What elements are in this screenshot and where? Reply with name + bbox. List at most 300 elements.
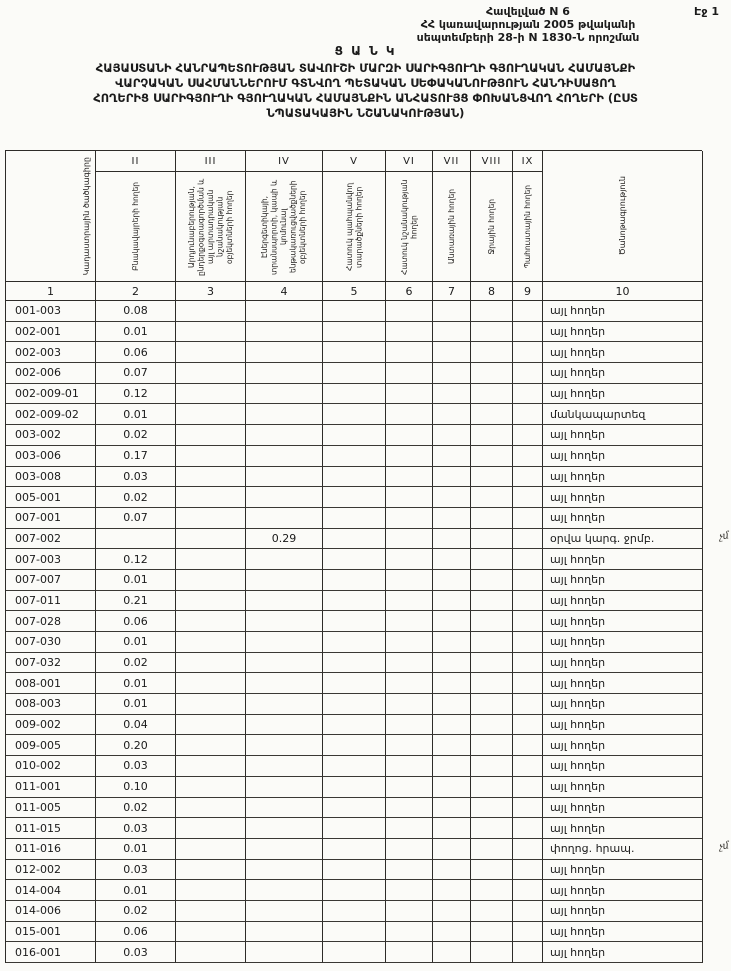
industrial-land-area-cell: [176, 798, 246, 819]
infrastructure-land-area-cell: [246, 549, 323, 570]
table-row: [6, 694, 702, 715]
water-land-area-cell: [471, 632, 513, 653]
column-number-6: 6: [386, 282, 433, 301]
special-purpose-land-area-cell: [386, 694, 433, 715]
column-numeral-ii: [96, 151, 176, 172]
settlement-land-area-cell: 0.08: [96, 301, 176, 322]
settlement-land-area-cell: 0.10: [96, 777, 176, 798]
table-row: [6, 839, 730, 860]
water-land-area-cell: [471, 425, 513, 446]
reserve-land-area-cell: [513, 735, 543, 756]
forest-land-area-cell: [433, 839, 471, 860]
special-purpose-land-area-cell: [386, 777, 433, 798]
table-row: [6, 611, 702, 632]
infrastructure-land-area-cell: [246, 880, 323, 901]
special-purpose-land-area-cell: [386, 425, 433, 446]
note-cell: [543, 860, 703, 881]
industrial-land-area-cell: [176, 446, 246, 467]
forest-land-area-cell: [433, 570, 471, 591]
table-row: [6, 384, 702, 405]
special-purpose-land-area-cell: [386, 880, 433, 901]
forest-land-area-cell: [433, 301, 471, 322]
industrial-land-area-cell: [176, 301, 246, 322]
column-header-industrial-lands: [176, 172, 246, 282]
special-purpose-land-area-cell: [386, 715, 433, 736]
note-text: այլ հողեր: [550, 552, 606, 566]
protected-land-area-cell: [323, 384, 386, 405]
infrastructure-land-area-cell: [246, 322, 323, 343]
table-row: [6, 901, 702, 922]
protected-land-area-cell: [323, 777, 386, 798]
water-land-area-cell: [471, 404, 513, 425]
industrial-land-area-cell: [176, 653, 246, 674]
industrial-land-area-cell: [176, 363, 246, 384]
note-text: այլ հողեր: [550, 904, 606, 918]
column-numeral-viii: [471, 151, 513, 172]
forest-land-area-cell: [433, 487, 471, 508]
cadastral-code-cell: 007-032: [6, 653, 96, 674]
column-label: Հատուկ նշանակության հողեր: [399, 178, 418, 275]
forest-land-area-cell: [433, 446, 471, 467]
infrastructure-land-area-cell: [246, 487, 323, 508]
note-text: օրվա կարգ. ջրմբ.: [550, 531, 655, 545]
note-cell: [543, 611, 703, 632]
industrial-land-area-cell: [176, 694, 246, 715]
reserve-land-area-cell: [513, 342, 543, 363]
protected-land-area-cell: [323, 487, 386, 508]
note-text: փողոց. հրապ.: [550, 842, 635, 856]
industrial-land-area-cell: [176, 756, 246, 777]
infrastructure-land-area-cell: [246, 384, 323, 405]
forest-land-area-cell: [433, 798, 471, 819]
subtitle-line-2: ՎԱՐՉԱԿԱՆ ՍԱՀՄԱՆՆԵՐՈՒՄ ԳՏՆՎՈՂ ՊԵՏԱԿԱՆ ՍԵՓԱԿԱՆՈՒԹՅՈՒՆ ՀԱՆԴԻՍԱՑՈՂ: [115, 76, 616, 90]
settlement-land-area-cell: 0.01: [96, 322, 176, 343]
infrastructure-land-area-cell: [246, 653, 323, 674]
industrial-land-area-cell: [176, 673, 246, 694]
infrastructure-land-area-cell: [246, 404, 323, 425]
reserve-land-area-cell: [513, 404, 543, 425]
infrastructure-land-area-cell: [246, 363, 323, 384]
reserve-land-area-cell: [513, 860, 543, 881]
protected-land-area-cell: [323, 922, 386, 943]
protected-land-area-cell: [323, 467, 386, 488]
protected-land-area-cell: [323, 425, 386, 446]
protected-land-area-cell: [323, 735, 386, 756]
reserve-land-area-cell: [513, 632, 543, 653]
special-purpose-land-area-cell: [386, 363, 433, 384]
column-header-special-purpose-lands: [386, 172, 433, 282]
settlement-land-area-cell: 0.03: [96, 756, 176, 777]
reserve-land-area-cell: [513, 694, 543, 715]
settlement-land-area-cell: 0.01: [96, 570, 176, 591]
table-row: [6, 860, 702, 881]
cadastral-code-cell: 009-002: [6, 715, 96, 736]
cadastral-code-cell: 007-007: [6, 570, 96, 591]
cadastral-code-cell: 005-001: [6, 487, 96, 508]
table-row: [6, 529, 730, 550]
special-purpose-land-area-cell: [386, 322, 433, 343]
protected-land-area-cell: [323, 632, 386, 653]
note-cell: [543, 384, 703, 405]
special-purpose-land-area-cell: [386, 342, 433, 363]
water-land-area-cell: [471, 467, 513, 488]
special-purpose-land-area-cell: [386, 549, 433, 570]
settlement-land-area-cell: 0.04: [96, 715, 176, 736]
table-row: [6, 508, 702, 529]
special-purpose-land-area-cell: [386, 860, 433, 881]
note-cell: [543, 839, 730, 860]
reserve-land-area-cell: [513, 591, 543, 612]
special-purpose-land-area-cell: [386, 942, 433, 963]
protected-land-area-cell: [323, 798, 386, 819]
note-text: այլ հողեր: [550, 428, 606, 442]
forest-land-area-cell: [433, 715, 471, 736]
infrastructure-land-area-cell: [246, 839, 323, 860]
annex-line-2: ՀՀ կառավարության 2005 թվականի: [420, 18, 636, 31]
column-header-reserve-lands: [513, 172, 543, 282]
water-land-area-cell: [471, 301, 513, 322]
water-land-area-cell: [471, 715, 513, 736]
settlement-land-area-cell: 0.01: [96, 839, 176, 860]
protected-land-area-cell: [323, 860, 386, 881]
special-purpose-land-area-cell: [386, 922, 433, 943]
note-cell: [543, 818, 703, 839]
note-cell: [543, 756, 703, 777]
note-text: այլ հողեր: [550, 883, 606, 897]
table-row: [6, 467, 702, 488]
column-numeral-ix: [513, 151, 543, 172]
cadastral-code-cell: 002-009-01: [6, 384, 96, 405]
protected-land-area-cell: [323, 611, 386, 632]
note-cell: [543, 591, 703, 612]
water-land-area-cell: [471, 611, 513, 632]
water-land-area-cell: [471, 570, 513, 591]
note-cell: [543, 715, 703, 736]
reserve-land-area-cell: [513, 570, 543, 591]
note-text: այլ հողեր: [550, 676, 606, 690]
note-cell: [543, 529, 730, 550]
infrastructure-land-area-cell: [246, 611, 323, 632]
forest-land-area-cell: [433, 735, 471, 756]
industrial-land-area-cell: [176, 880, 246, 901]
cadastral-code-cell: 001-003: [6, 301, 96, 322]
table-row: [6, 715, 702, 736]
note-text: մանկապարտեզ: [550, 407, 646, 421]
note-cell: [543, 880, 703, 901]
cadastral-code-cell: 007-003: [6, 549, 96, 570]
forest-land-area-cell: [433, 942, 471, 963]
cadastral-code-cell: 009-005: [6, 735, 96, 756]
protected-land-area-cell: [323, 694, 386, 715]
infrastructure-land-area-cell: [246, 342, 323, 363]
cadastral-code-column-label: Կադաստրային ծածկագիրը: [81, 156, 91, 276]
reserve-land-area-cell: [513, 508, 543, 529]
column-header-note: [543, 151, 703, 282]
forest-land-area-cell: [433, 529, 471, 550]
industrial-land-area-cell: [176, 901, 246, 922]
cadastral-code-cell: 014-006: [6, 901, 96, 922]
forest-land-area-cell: [433, 384, 471, 405]
cadastral-code-cell: 002-003: [6, 342, 96, 363]
forest-land-area-cell: [433, 922, 471, 943]
note-cell: [543, 777, 703, 798]
column-label: Ջրային հողեր: [486, 198, 496, 255]
annex-line-1: Հավելված N 6: [486, 5, 570, 18]
annex-line-3: սեպտեմբերի 28-ի N 1830-Ն որոշման: [416, 31, 640, 44]
forest-land-area-cell: [433, 425, 471, 446]
cadastral-code-cell: 010-002: [6, 756, 96, 777]
water-land-area-cell: [471, 798, 513, 819]
special-purpose-land-area-cell: [386, 529, 433, 550]
reserve-land-area-cell: [513, 653, 543, 674]
forest-land-area-cell: [433, 673, 471, 694]
industrial-land-area-cell: [176, 342, 246, 363]
note-cell: [543, 798, 703, 819]
reserve-land-area-cell: [513, 777, 543, 798]
protected-land-area-cell: [323, 363, 386, 384]
settlement-land-area-cell: 0.02: [96, 653, 176, 674]
protected-land-area-cell: [323, 673, 386, 694]
industrial-land-area-cell: [176, 322, 246, 343]
special-purpose-land-area-cell: [386, 839, 433, 860]
forest-land-area-cell: [433, 363, 471, 384]
water-land-area-cell: [471, 322, 513, 343]
settlement-land-area-cell: 0.01: [96, 880, 176, 901]
industrial-land-area-cell: [176, 632, 246, 653]
industrial-land-area-cell: [176, 487, 246, 508]
special-purpose-land-area-cell: [386, 798, 433, 819]
table-row: [6, 301, 702, 322]
table-row: [6, 322, 702, 343]
protected-land-area-cell: [323, 529, 386, 550]
column-label: Հատուկ պահպանվող տարածքների հողեր: [344, 182, 363, 271]
note-text: այլ հողեր: [550, 697, 606, 711]
special-purpose-land-area-cell: [386, 301, 433, 322]
forest-land-area-cell: [433, 404, 471, 425]
reserve-land-area-cell: [513, 756, 543, 777]
reserve-land-area-cell: [513, 715, 543, 736]
industrial-land-area-cell: [176, 570, 246, 591]
protected-land-area-cell: [323, 880, 386, 901]
industrial-land-area-cell: [176, 529, 246, 550]
protected-land-area-cell: [323, 508, 386, 529]
reserve-land-area-cell: [513, 467, 543, 488]
table-row: [6, 487, 702, 508]
note-text: այլ հողեր: [550, 511, 606, 525]
forest-land-area-cell: [433, 901, 471, 922]
forest-land-area-cell: [433, 756, 471, 777]
numeral-label: IX: [521, 155, 534, 167]
settlement-land-area-cell: 0.12: [96, 384, 176, 405]
infrastructure-land-area-cell: [246, 735, 323, 756]
industrial-land-area-cell: [176, 404, 246, 425]
special-purpose-land-area-cell: [386, 756, 433, 777]
subtitle-line-1: ՀԱՅԱՍՏԱՆԻ ՀԱՆՐԱՊԵՏՈՒԹՅԱՆ ՏԱՎՈՒՇԻ ՄԱՐԶԻ ՍԱՐԻԳՅՈՒՂԻ ԳՅՈՒՂԱԿԱՆ ՀԱՄԱՅՆՔԻ: [95, 61, 636, 75]
forest-land-area-cell: [433, 880, 471, 901]
cadastral-code-cell: 003-006: [6, 446, 96, 467]
note-text: այլ հողեր: [550, 635, 606, 649]
cadastral-code-cell: 002-001: [6, 322, 96, 343]
forest-land-area-cell: [433, 508, 471, 529]
forest-land-area-cell: [433, 632, 471, 653]
forest-land-area-cell: [433, 694, 471, 715]
table-body: [5, 301, 730, 963]
water-land-area-cell: [471, 922, 513, 943]
reserve-land-area-cell: [513, 942, 543, 963]
numeral-label: V: [350, 155, 358, 167]
forest-land-area-cell: [433, 549, 471, 570]
note-text: այլ հողեր: [550, 800, 606, 814]
infrastructure-land-area-cell: [246, 425, 323, 446]
note-text: այլ հողեր: [550, 325, 606, 339]
settlement-land-area-cell: 0.03: [96, 942, 176, 963]
cadastral-code-cell: 008-001: [6, 673, 96, 694]
settlement-land-area-cell: 0.01: [96, 673, 176, 694]
note-cell: [543, 632, 703, 653]
land-parcels-table: [5, 150, 730, 963]
water-land-area-cell: [471, 653, 513, 674]
column-number-4: 4: [246, 282, 323, 301]
industrial-land-area-cell: [176, 549, 246, 570]
table-row: [6, 570, 702, 591]
infrastructure-land-area-cell: [246, 798, 323, 819]
infrastructure-land-area-cell: [246, 632, 323, 653]
column-header-water-lands: [471, 172, 513, 282]
table-row: [6, 756, 702, 777]
protected-land-area-cell: [323, 839, 386, 860]
table-row: [6, 342, 702, 363]
note-cell: [543, 922, 703, 943]
forest-land-area-cell: [433, 591, 471, 612]
water-land-area-cell: [471, 901, 513, 922]
settlement-land-area-cell: 0.06: [96, 611, 176, 632]
cadastral-code-cell: 016-001: [6, 942, 96, 963]
cadastral-code-cell: 002-006: [6, 363, 96, 384]
protected-land-area-cell: [323, 942, 386, 963]
cadastral-code-cell: 007-030: [6, 632, 96, 653]
table-row: [6, 880, 702, 901]
column-numeral-v: [323, 151, 386, 172]
special-purpose-land-area-cell: [386, 570, 433, 591]
reserve-land-area-cell: [513, 322, 543, 343]
note-cell: [543, 508, 703, 529]
cadastral-code-cell: 007-028: [6, 611, 96, 632]
settlement-land-area-cell: [96, 529, 176, 550]
water-land-area-cell: [471, 446, 513, 467]
table-row: [6, 404, 702, 425]
document-title: Ց Ա Ն Կ: [334, 44, 397, 58]
water-land-area-cell: [471, 756, 513, 777]
reserve-land-area-cell: [513, 798, 543, 819]
column-header-settlement-lands: [96, 172, 176, 282]
note-cell: [543, 301, 703, 322]
infrastructure-land-area-cell: [246, 591, 323, 612]
cadastral-code-cell: 011-005: [6, 798, 96, 819]
table-row: [6, 425, 702, 446]
column-number-2: 2: [96, 282, 176, 301]
numeral-label: IV: [278, 155, 290, 167]
special-purpose-land-area-cell: [386, 467, 433, 488]
water-land-area-cell: [471, 839, 513, 860]
special-purpose-land-area-cell: [386, 673, 433, 694]
column-header-forest-lands: [433, 172, 471, 282]
industrial-land-area-cell: [176, 922, 246, 943]
note-text: այլ հողեր: [550, 759, 606, 773]
note-text: այլ հողեր: [550, 366, 606, 380]
industrial-land-area-cell: [176, 611, 246, 632]
special-purpose-land-area-cell: [386, 384, 433, 405]
note-text: այլ հողեր: [550, 945, 606, 959]
infrastructure-land-area-cell: [246, 694, 323, 715]
column-numeral-iv: [246, 151, 323, 172]
forest-land-area-cell: [433, 342, 471, 363]
note-text: այլ հողեր: [550, 345, 606, 359]
industrial-land-area-cell: [176, 508, 246, 529]
industrial-land-area-cell: [176, 715, 246, 736]
settlement-land-area-cell: 0.03: [96, 818, 176, 839]
note-text: այլ հողեր: [550, 593, 606, 607]
settlement-land-area-cell: 0.21: [96, 591, 176, 612]
water-land-area-cell: [471, 529, 513, 550]
protected-land-area-cell: [323, 653, 386, 674]
forest-land-area-cell: [433, 653, 471, 674]
protected-land-area-cell: [323, 570, 386, 591]
note-cell: [543, 549, 703, 570]
table-row: [6, 818, 702, 839]
reserve-land-area-cell: [513, 818, 543, 839]
infrastructure-land-area-cell: 0.29: [246, 529, 323, 550]
note-cell: [543, 653, 703, 674]
reserve-land-area-cell: [513, 446, 543, 467]
column-number-row: [5, 282, 702, 301]
water-land-area-cell: [471, 735, 513, 756]
protected-land-area-cell: [323, 756, 386, 777]
handwritten-margin-mark: չմ: [718, 529, 730, 543]
note-cell: [543, 673, 703, 694]
forest-land-area-cell: [433, 777, 471, 798]
industrial-land-area-cell: [176, 777, 246, 798]
infrastructure-land-area-cell: [246, 818, 323, 839]
protected-land-area-cell: [323, 301, 386, 322]
infrastructure-land-area-cell: [246, 570, 323, 591]
reserve-land-area-cell: [513, 384, 543, 405]
table-row: [6, 591, 702, 612]
protected-land-area-cell: [323, 549, 386, 570]
table-row: [6, 735, 702, 756]
note-cell: [543, 425, 703, 446]
special-purpose-land-area-cell: [386, 611, 433, 632]
industrial-land-area-cell: [176, 818, 246, 839]
water-land-area-cell: [471, 591, 513, 612]
note-text: այլ հողեր: [550, 304, 606, 318]
settlement-land-area-cell: 0.07: [96, 508, 176, 529]
column-header-infrastructure-lands: [246, 172, 323, 282]
settlement-land-area-cell: 0.17: [96, 446, 176, 467]
forest-land-area-cell: [433, 322, 471, 343]
water-land-area-cell: [471, 777, 513, 798]
cadastral-code-cell: 012-002: [6, 860, 96, 881]
page-number: Էջ 1: [694, 5, 719, 18]
water-land-area-cell: [471, 860, 513, 881]
note-cell: [543, 735, 703, 756]
settlement-land-area-cell: 0.02: [96, 798, 176, 819]
special-purpose-land-area-cell: [386, 446, 433, 467]
industrial-land-area-cell: [176, 839, 246, 860]
infrastructure-land-area-cell: [246, 777, 323, 798]
reserve-land-area-cell: [513, 529, 543, 550]
note-cell: [543, 467, 703, 488]
water-land-area-cell: [471, 363, 513, 384]
